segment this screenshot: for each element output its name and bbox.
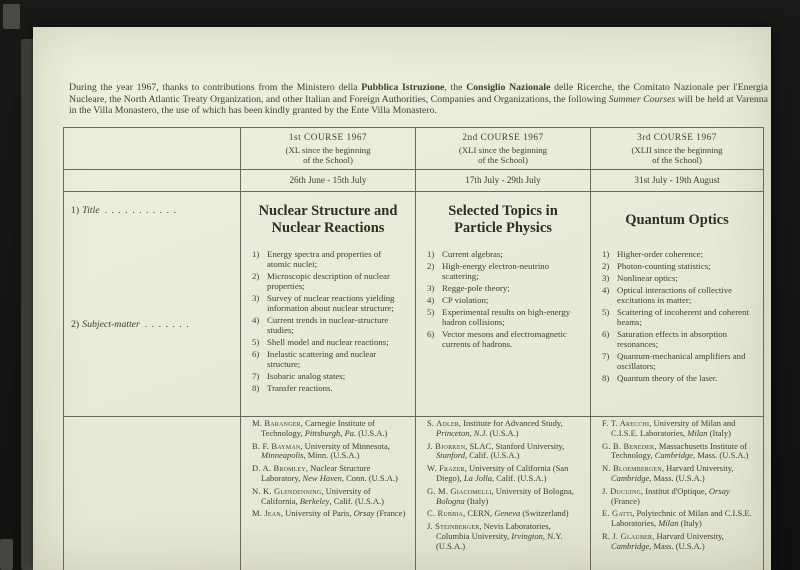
subject-item <box>602 249 755 259</box>
lecturer-city: Pittsburgh, Pa. <box>304 427 357 438</box>
lecturer-country: (U.S.A.) <box>487 427 519 438</box>
subject-text: Microscopic description of nuclear properties; <box>267 271 390 291</box>
course-lecturers <box>427 419 582 570</box>
lecturer-affiliation: , Harvard University, <box>661 463 734 474</box>
lecturer-entry <box>252 464 407 484</box>
lecturer-city: Orsay <box>708 485 730 496</box>
lecturer-affiliation: , University of California (San Diego), <box>436 463 569 483</box>
lecturer-affiliation: , Institut d'Optique, <box>641 485 709 496</box>
subject-number: 3) <box>427 283 435 293</box>
lecturer-entry <box>427 442 582 462</box>
lecturer-country: , Mass. (U.S.A.) <box>649 472 705 483</box>
subject-item <box>427 295 582 305</box>
table-gridline <box>763 127 764 570</box>
lecturer-affiliation: , University of Minnesota, <box>300 440 390 451</box>
subject-text: Quantum theory of the laser. <box>617 373 718 383</box>
subject-text: Shell model and nuclear reactions; <box>267 337 389 347</box>
lecturer-affiliation: , Institute for Advanced Study, <box>458 419 563 428</box>
lecturer-city: Milan <box>687 427 708 438</box>
lecturer-name: R. J. Glauber <box>602 530 653 541</box>
course-header-line: 3rd COURSE 1967 <box>637 133 717 143</box>
lecturer-country: , Calif. (U.S.A.) <box>329 495 384 506</box>
subject-number: 1) <box>602 249 610 259</box>
lecturer-city: Geneva <box>494 508 521 519</box>
lecturer-name: E. Gatti <box>602 508 633 519</box>
subject-number: 6) <box>427 329 435 339</box>
subject-number: 5) <box>252 337 260 347</box>
lecturer-entry <box>427 522 582 551</box>
course-header <box>241 127 415 169</box>
row-label-text: Title <box>82 205 100 216</box>
lecturer-affiliation: , Nevis Laboratories, Columbia University, <box>436 521 551 541</box>
lecturer-entry <box>602 532 755 552</box>
lecturer-name: F. T. Arecchi <box>602 419 650 428</box>
subject-text: Vector mesons and electromagnetic currents of hadrons. <box>442 329 567 349</box>
subject-number: 7) <box>252 371 260 381</box>
subject-text: High-energy electron-neutrino scattering; <box>442 261 550 281</box>
lecturer-entry <box>602 509 755 529</box>
lecturer-entry <box>427 419 582 439</box>
lecturer-name: J. Steinberger <box>427 521 480 532</box>
course-title: Quantum Optics <box>625 211 729 228</box>
course-subheader-line: (XL since the beginning <box>285 145 371 155</box>
lecturer-city: Irvington <box>511 530 543 541</box>
lecturer-city: Princeton, N.J. <box>436 427 488 438</box>
lecturer-affiliation: , Massachusetts Institute of Technology, <box>611 440 748 461</box>
subject-item <box>427 329 582 349</box>
lecturer-country: (Italy) <box>464 495 489 506</box>
subject-number: 5) <box>427 307 435 317</box>
lecturer-name: M. Jean <box>252 508 281 519</box>
lecturer-name: S. Adler <box>427 419 459 428</box>
intro-paragraph: During the year 1967, thanks to contributions from the Ministero della Pubblica Istruzione, the Consiglio Nazionale delle Ricerche, the Comitato Nazionale per l'Energia Nucleare, the North Atlantic Treaty Organization, and other Italian and Foreign Authorities, Companies and Organizations, the following Summer Courses will be held at Varenna in the Villa Monastero, the use of which has been kindly granted by the Ente Villa Monastero. <box>69 82 768 117</box>
lecturer-affiliation: , Polytechnic of Milan and C.I.S.E. Laboratories, <box>611 508 752 529</box>
lecturer-affiliation: , Carnegie Institute of Technology, <box>261 419 375 438</box>
lecturer-country: (Italy) <box>678 518 702 529</box>
subject-number: 1) <box>427 249 435 259</box>
subject-number: 5) <box>602 307 610 317</box>
subject-text: Isobaric analog states; <box>267 371 346 381</box>
subject-number: 2) <box>252 271 260 281</box>
subject-number: 6) <box>252 349 260 359</box>
subject-item <box>252 383 407 393</box>
course-subheader-line: (XLI since the beginning <box>458 145 548 155</box>
scanner-clip-top <box>3 4 20 29</box>
lecturer-country: , Minn. (U.S.A.) <box>303 450 360 461</box>
subject-text: Higher-order coherence; <box>617 249 704 259</box>
subject-item <box>427 261 582 281</box>
course-header-line: 1st COURSE 1967 <box>288 133 368 143</box>
subject-item <box>252 249 407 269</box>
lecturer-entry <box>427 487 582 507</box>
lecturer-name: G. M. Giacomelli <box>427 485 492 496</box>
lecturer-name: C. Rubbia <box>427 508 464 519</box>
lecturer-entry <box>252 487 407 507</box>
course-header <box>591 127 763 169</box>
lecturer-city: New Haven <box>302 472 342 483</box>
lecturer-affiliation: , Nuclear Structure Laboratory, <box>261 463 371 483</box>
subject-item <box>602 285 755 305</box>
subject-item <box>252 271 407 291</box>
row-label-subject-matter <box>71 319 237 330</box>
lecturer-name: W. Frazer <box>427 463 465 474</box>
course-lecturers <box>602 419 755 570</box>
course-title: Nuclear Structure and Nuclear Reactions <box>258 203 398 236</box>
subject-item <box>252 293 407 313</box>
course-dates: 17th July - 29th July <box>465 175 541 185</box>
course-header <box>416 127 590 169</box>
subject-item <box>427 249 582 259</box>
row-label-title <box>71 205 237 216</box>
lecturer-city: Bologna <box>436 495 465 506</box>
subject-item <box>602 351 755 371</box>
lecturer-affiliation: , University of Bologna, <box>491 485 574 496</box>
lecturer-affiliation: , University of California, <box>261 485 371 506</box>
lecturer-name: G. B. Benedek <box>602 440 655 451</box>
subject-item <box>252 337 407 347</box>
subject-number: 7) <box>602 351 610 361</box>
lecturer-city: Berkeley <box>299 495 330 506</box>
subject-item <box>602 307 755 327</box>
subject-number: 4) <box>252 315 260 325</box>
subject-item <box>602 373 755 383</box>
lecturer-country: , Conn. (U.S.A.) <box>341 472 398 483</box>
lecturer-name: N. K. Glendenning <box>252 485 322 496</box>
lecturer-name: M. Baranger <box>252 419 301 428</box>
lecturer-affiliation: , University of Milan and C.I.S.E. Laboratories, <box>611 419 736 438</box>
course-column-3 <box>591 127 763 570</box>
lecturer-name: J. Bjorken <box>427 440 466 451</box>
course-subjects <box>427 249 582 351</box>
course-subjects <box>602 249 755 385</box>
subject-number: 2) <box>602 261 610 271</box>
lecturer-country: , Calif. (U.S.A.) <box>464 450 520 461</box>
lecturer-city: Minneapolis <box>261 450 304 461</box>
subject-text: Photon-counting statistics; <box>617 261 711 271</box>
course-title: Selected Topics in Particle Physics <box>448 203 558 236</box>
subject-number: 4) <box>602 285 610 295</box>
courses-table <box>63 127 764 570</box>
subject-text: Regge-pole theory; <box>442 283 510 293</box>
subject-number: 2) <box>427 261 435 271</box>
subject-text: Scattering of incoherent and coherent beams; <box>617 307 749 327</box>
lecturer-affiliation: , SLAC, Stanford University, <box>465 440 565 451</box>
subject-item <box>602 273 755 283</box>
row-label-number: 1) <box>71 205 80 216</box>
lecturer-entry <box>602 419 755 439</box>
subject-text: Optical interactions of collective excitations in matter; <box>617 285 733 305</box>
lecturer-name: D. A. Bromley <box>252 463 306 474</box>
lecturer-city: Cambridge <box>654 450 693 461</box>
lecturer-country: (U.S.A.) <box>356 427 388 438</box>
document-page <box>33 27 771 570</box>
dot-leaders: . . . . . . . . . . . <box>104 205 178 216</box>
subject-text: Inelastic scattering and nuclear structure; <box>267 349 377 369</box>
course-lecturers <box>252 419 407 570</box>
lecturer-country: , N.Y. (U.S.A.) <box>436 530 563 551</box>
course-column-1 <box>241 127 415 570</box>
subject-item <box>602 329 755 349</box>
lecturer-name: B. F. Bayman <box>252 440 301 451</box>
subject-text: CP violation; <box>442 295 489 305</box>
subject-text: Current trends in nuclear-structure studies; <box>267 315 389 335</box>
lecturer-country: (France) <box>374 508 406 519</box>
lecturer-city: Milan <box>658 518 679 529</box>
subject-text: Saturation effects in absorption resonances; <box>617 329 728 349</box>
subject-text: Current algebras; <box>442 249 503 259</box>
lecturer-country: , Mass. (U.S.A.) <box>692 450 749 461</box>
course-subheader-line: of the School) <box>303 155 353 165</box>
subject-number: 8) <box>602 373 610 383</box>
lecturer-entry <box>252 509 407 519</box>
lecturer-city: Stanford <box>436 450 465 461</box>
lecturer-city: La Jolla <box>463 472 492 483</box>
subject-item <box>252 349 407 369</box>
lecturer-city: Orsay <box>353 508 375 519</box>
lecturer-country: , Calif. (U.S.A.) <box>491 472 547 483</box>
lecturer-entry <box>252 419 407 439</box>
subject-text: Energy spectra and properties of atomic nuclei; <box>267 249 382 269</box>
lecturer-entry <box>602 442 755 462</box>
lecturer-affiliation: , CERN, <box>463 508 495 519</box>
lecturer-name: N. Bloembergen <box>602 463 662 474</box>
lecturer-city: Cambridge <box>611 540 650 551</box>
course-dates: 31st July - 19th August <box>634 175 720 185</box>
dot-leaders: . . . . . . . <box>144 319 190 330</box>
lecturer-entry <box>427 509 582 519</box>
course-header-line: 2nd COURSE 1967 <box>462 133 544 143</box>
lecturer-country: (Italy) <box>707 427 731 438</box>
lecturer-entry <box>602 487 755 507</box>
lecturer-affiliation: , University of Paris, <box>280 508 354 519</box>
lecturer-city: Cambridge <box>611 472 650 483</box>
subject-item <box>602 261 755 271</box>
subject-number: 1) <box>252 249 260 259</box>
lecturer-entry <box>427 464 582 484</box>
subject-number: 4) <box>427 295 435 305</box>
lecturer-entry <box>252 442 407 462</box>
lecturer-country: , Mass. (U.S.A.) <box>649 540 705 551</box>
subject-number: 6) <box>602 329 610 339</box>
lecturer-entry <box>602 464 755 484</box>
subject-text: Experimental results on high-energy hadron collisions; <box>442 307 571 327</box>
lecturer-country: (Switzerland) <box>520 508 569 519</box>
subject-text: Quantum-mechanical amplifiers and oscillators; <box>617 351 746 371</box>
scanner-clip-bottom <box>0 539 13 570</box>
row-label-number: 2) <box>71 319 80 330</box>
course-dates: 26th June - 15th July <box>289 175 367 185</box>
subject-item <box>427 307 582 327</box>
table-gridline <box>63 127 64 570</box>
lecturer-affiliation: , Harvard University, <box>652 530 724 541</box>
lecturer-name: J. Ducuing <box>602 485 642 496</box>
subject-text: Survey of nuclear reactions yielding information about nuclear structure; <box>267 293 395 313</box>
course-subheader-line: of the School) <box>652 155 702 165</box>
subject-item <box>427 283 582 293</box>
course-subjects <box>252 249 407 395</box>
course-subheader-line: of the School) <box>478 155 528 165</box>
subject-number: 3) <box>252 293 260 303</box>
subject-text: Nonlinear optics; <box>617 273 678 283</box>
subject-item <box>252 315 407 335</box>
subject-number: 8) <box>252 383 260 393</box>
subject-item <box>252 371 407 381</box>
course-subheader-line: (XLII since the beginning <box>631 145 723 155</box>
subject-number: 3) <box>602 273 610 283</box>
course-column-2 <box>416 127 590 570</box>
row-label-text: Subject-matter <box>82 319 140 330</box>
lecturer-country: (France) <box>611 495 640 506</box>
subject-text: Transfer reactions. <box>267 383 333 393</box>
